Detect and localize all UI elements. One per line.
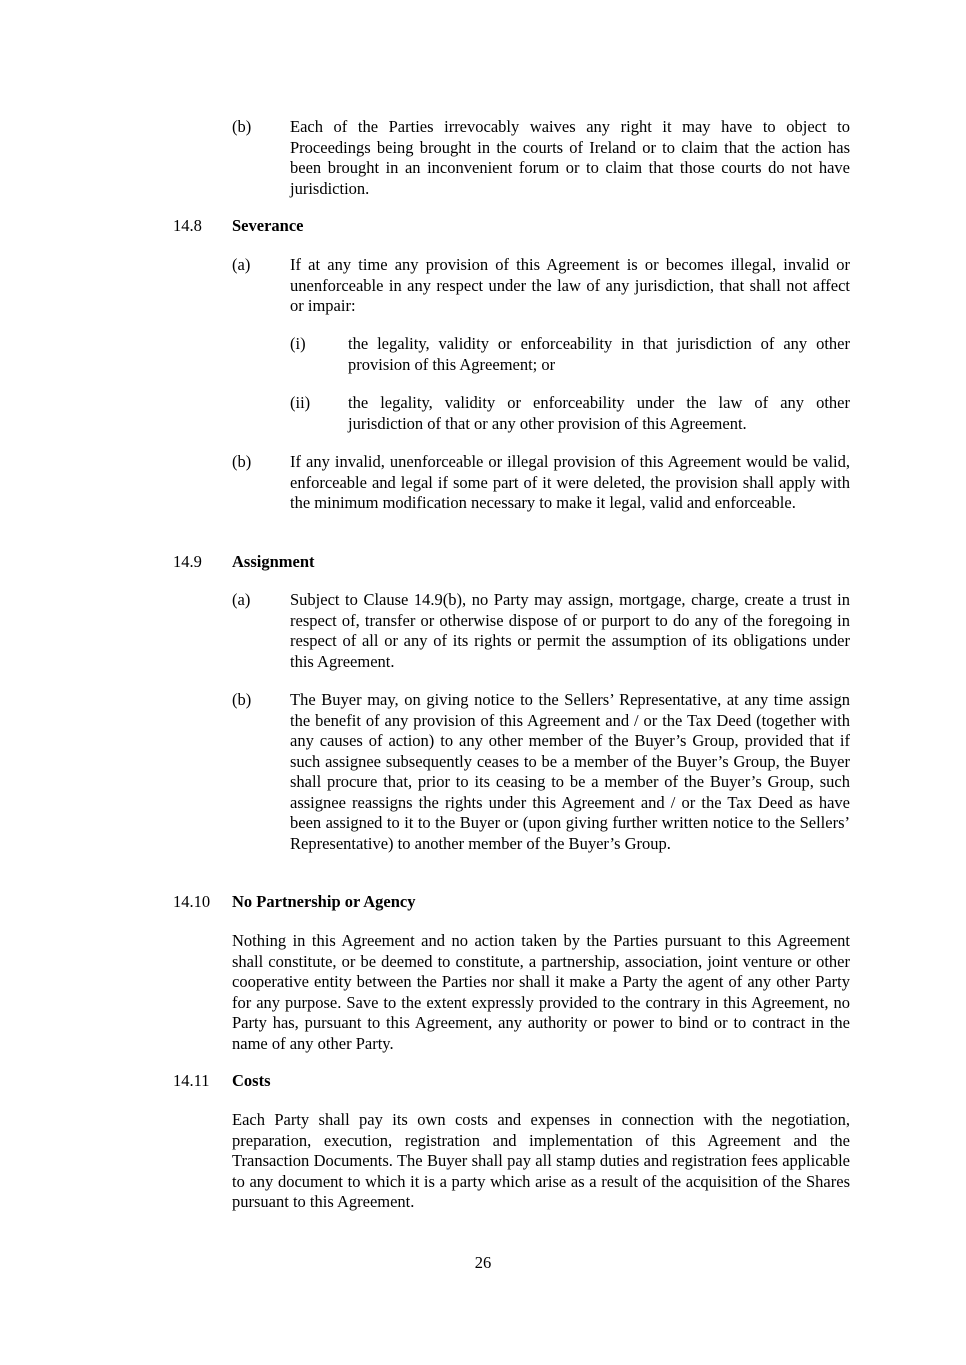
severance-a-ii-text: the legality, validity or enforceability under the law of any other jurisdiction of that or any other provision of this Agreement. <box>348 393 850 433</box>
severance-a-i-text: the legality, validity or enforceability in that jurisdiction of any other provision of this Agreement; or <box>348 334 850 374</box>
assignment-a-text: Subject to Clause 14.9(b), no Party may assign, mortgage, charge, create a trust in respect of, transfer or otherwise dispose of or purport to do any of the foregoing in respect of all or any of its rights or permit the assumption of its obligations under this Agreement. <box>290 590 850 671</box>
severance-a-ii-label: (ii) <box>290 393 311 412</box>
assignment-b-label: (b) <box>232 690 252 709</box>
section-title-no-partnership: No Partnership or Agency <box>232 892 416 911</box>
section-number-14-8: 14.8 <box>173 216 202 235</box>
no-partnership-text: Nothing in this Agreement and no action taken by the Parties pursuant to this Agreement shall constitute, or be deemed to constitute, a partnership, association, joint venture or other cooperative entity between the Parties nor shall it make a Party the agent of any other Party for any purpose. Save to the extent expressly provided to the contrary in this Agreement, no Party has, pursuant to this Agreement, any authority or power to bind or to contract in the name of any other Party. <box>232 931 850 1053</box>
assignment-b-text: The Buyer may, on giving notice to the Sellers’ Representative, at any time assign the benefit of any provision of this Agreement and / or the Tax Deed (together with any causes of action) to any other member of the Buyer’s Group, provided that if such assignee subsequently ceases to be a member of the Buyer’s Group, the Buyer shall procure that, prior to its ceasing to be a member of the Buyer’s Group, such assignee reassigns the rights under this Agreement and / or the Tax Deed as have been assigned to it to the Buyer or (upon giving further written notice to the Sellers’ Representative) to another member of the Buyer’s Group. <box>290 690 850 853</box>
section-number-14-10: 14.10 <box>173 892 211 911</box>
section-number-14-9: 14.9 <box>173 552 202 571</box>
section-title-assignment: Assignment <box>232 552 315 571</box>
costs-text: Each Party shall pay its own costs and expenses in connection with the negotiation, preparation, execution, registration and implementation of this Agreement and the Transaction Documents. The Buyer shall pay all stamp duties and registration fees applicable to any document to which it is a party which arise as a result of the acquisition of the Shares pursuant to this Agreement. <box>232 1110 850 1211</box>
clause-label-b-top: (b) <box>232 117 252 136</box>
section-number-14-11: 14.11 <box>173 1071 210 1090</box>
severance-a-label: (a) <box>232 255 251 274</box>
severance-b-label: (b) <box>232 452 252 471</box>
assignment-a-label: (a) <box>232 590 251 609</box>
section-title-costs: Costs <box>232 1071 271 1090</box>
severance-a-text: If at any time any provision of this Agreement is or becomes illegal, invalid or unenforceable in any respect under the law of any jurisdiction, that shall not affect or impair: <box>290 255 850 315</box>
section-title-severance: Severance <box>232 216 304 235</box>
clause-text-b-top: Each of the Parties irrevocably waives any right it may have to object to Proceedings being brought in the courts of Ireland or to claim that the action has been brought in an inconvenient forum or to claim that those courts do not have jurisdiction. <box>290 117 850 198</box>
severance-a-i-label: (i) <box>290 334 306 353</box>
severance-b-text: If any invalid, unenforceable or illegal provision of this Agreement would be valid, enforceable and legal if some part of it were deleted, the provision shall apply with the minimum modification necessary to make it legal, valid and enforceable. <box>290 452 850 512</box>
page-number: 26 <box>474 1253 492 1272</box>
